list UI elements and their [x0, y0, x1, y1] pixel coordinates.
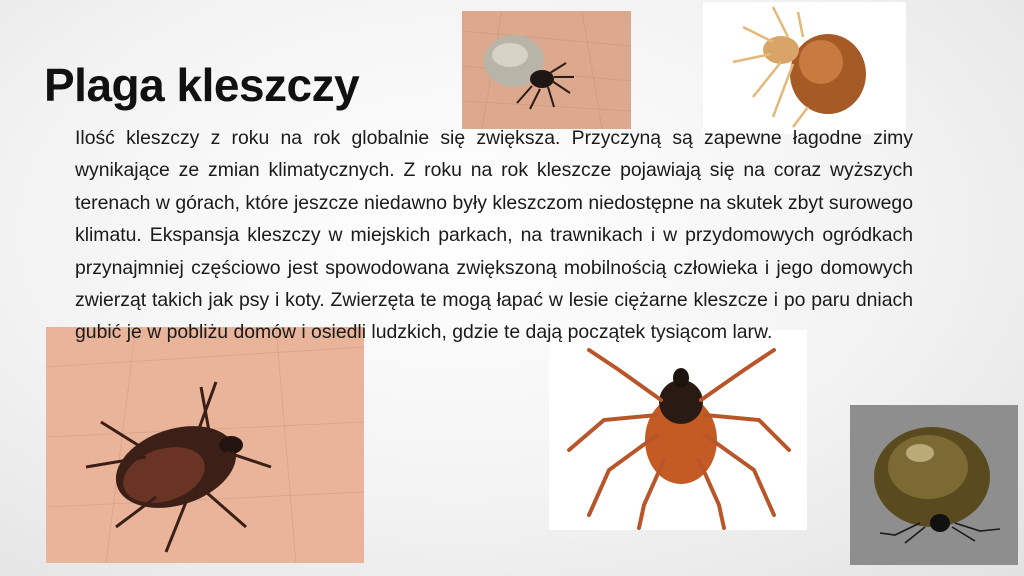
red-tick-white-background-photo	[549, 330, 807, 530]
engorged-tick-grey-background-photo	[850, 405, 1018, 565]
engorged-tick-on-skin-photo	[462, 11, 631, 129]
orange-mite-photo	[703, 2, 906, 134]
tick-on-skin-photo	[46, 327, 364, 563]
slide-title: Plaga kleszczy	[44, 59, 360, 111]
slide-body-text: Ilość kleszczy z roku na rok globalnie się zwiększa. Przyczyną są zapewne łagodne zimy wynikające ze zmian klimatycznych. Z roku na rok kleszcze pojawiają się na coraz wyższych terenach w górach, które jeszcze niedawno były kleszczom niedostępne na skutek zbyt surowego klimatu. Ekspansja kleszczy w miejskich parkach, na trawnikach i w przydomowych ogródkach przynajmniej częściowo jest spowodowana zwiększoną mobilnością człowieka i jego domowych zwierząt takich jak psy i koty. Zwierzęta te mogą łapać w lesie ciężarne kleszcze i po paru dniach gubić je w pobliżu domów i osiedli ludzkich, gdzie te dają początek tysiącom larw.	[75, 127, 913, 344]
